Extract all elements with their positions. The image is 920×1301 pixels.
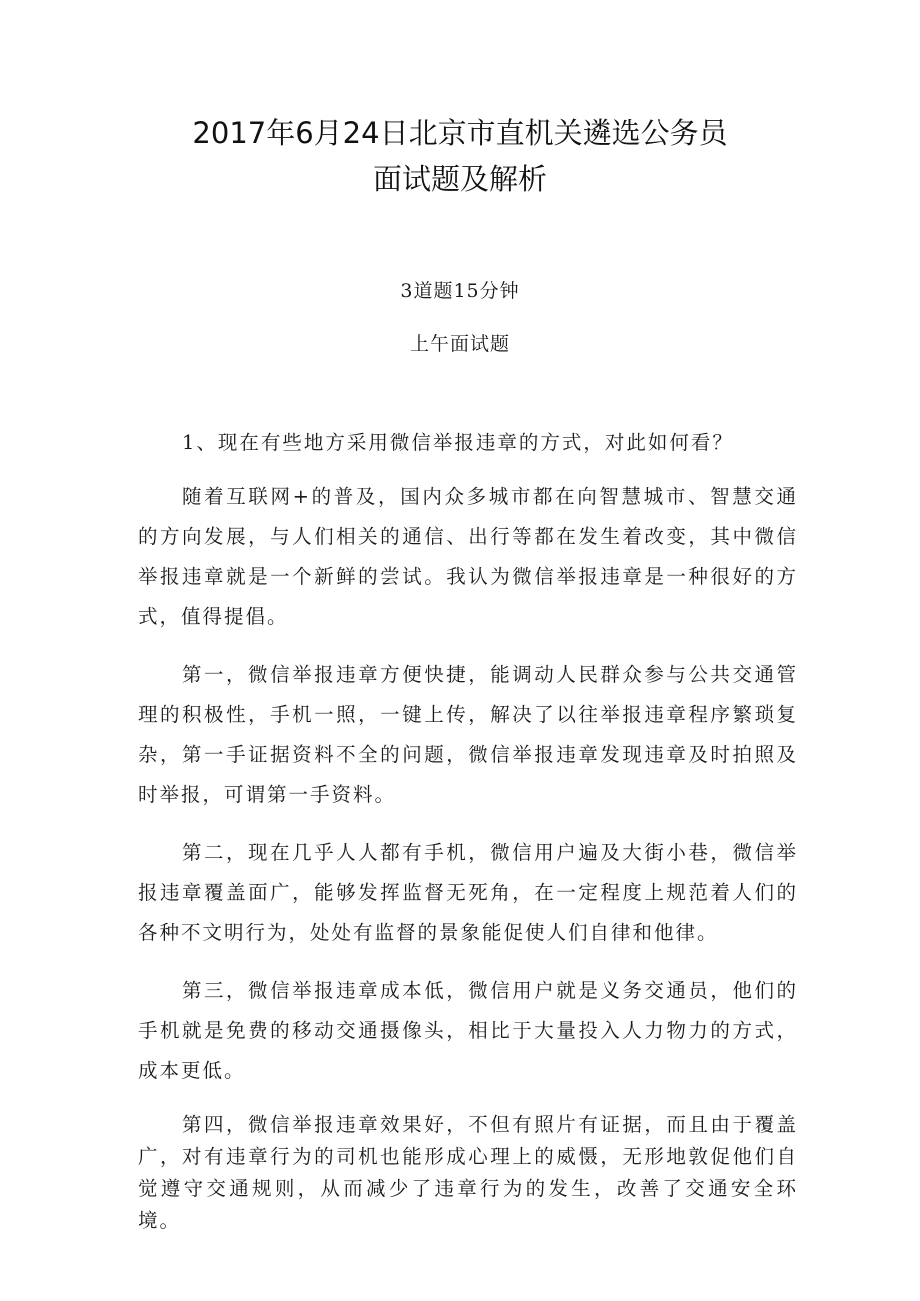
- paragraph-point-1: 第一，微信举报违章方便快捷，能调动人民群众参与公共交通管理的积极性，手机一照，一键上传，解决了以往举报违章程序繁琐复杂，第一手证据资料不全的问题，微信举报违章发现违章及时拍照及时举报，可谓第一手资料。: [138, 663, 798, 806]
- question-text: 1、现在有些地方采用微信举报违章的方式，对此如何看？: [182, 431, 734, 454]
- session-heading: 上午面试题: [409, 333, 510, 355]
- paragraph-point-3: 第三，微信举报违章成本低，微信用户就是义务交通员，他们的手机就是免费的移动交通摄像头，相比于大量投入人力物力的方式，成本更低。: [138, 979, 798, 1082]
- document-body: [138, 423, 798, 1255]
- paragraph-point-4: 第四，微信举报违章效果好，不但有照片有证据，而且由于覆盖广，对有违章行为的司机也能形成心理上的威慑，无形地敦促他们自觉遵守交通规则，从而减少了违章行为的发生，改善了交通安全环境。: [138, 1113, 798, 1232]
- title-line-1: 2017年6月24日北京市直机关遴选公务员: [192, 116, 728, 150]
- document-title: [0, 110, 920, 202]
- exam-meta: 3道题15分钟: [400, 280, 520, 302]
- title-line-2: 面试题及解析: [372, 162, 547, 196]
- paragraph-point-2: 第二，现在几乎人人都有手机，微信用户遍及大街小巷，微信举报违章覆盖面广，能够发挥监督无死角，在一定程度上规范着人们的各种不文明行为，处处有监督的景象能促使人们自律和他律。: [138, 841, 798, 944]
- paragraph-intro: 随着互联网+的普及，国内众多城市都在向智慧城市、智慧交通的方向发展，与人们相关的通信、出行等都在发生着改变，其中微信举报违章就是一个新鲜的尝试。我认为微信举报违章是一种很好的方式，值得提倡。: [138, 485, 798, 628]
